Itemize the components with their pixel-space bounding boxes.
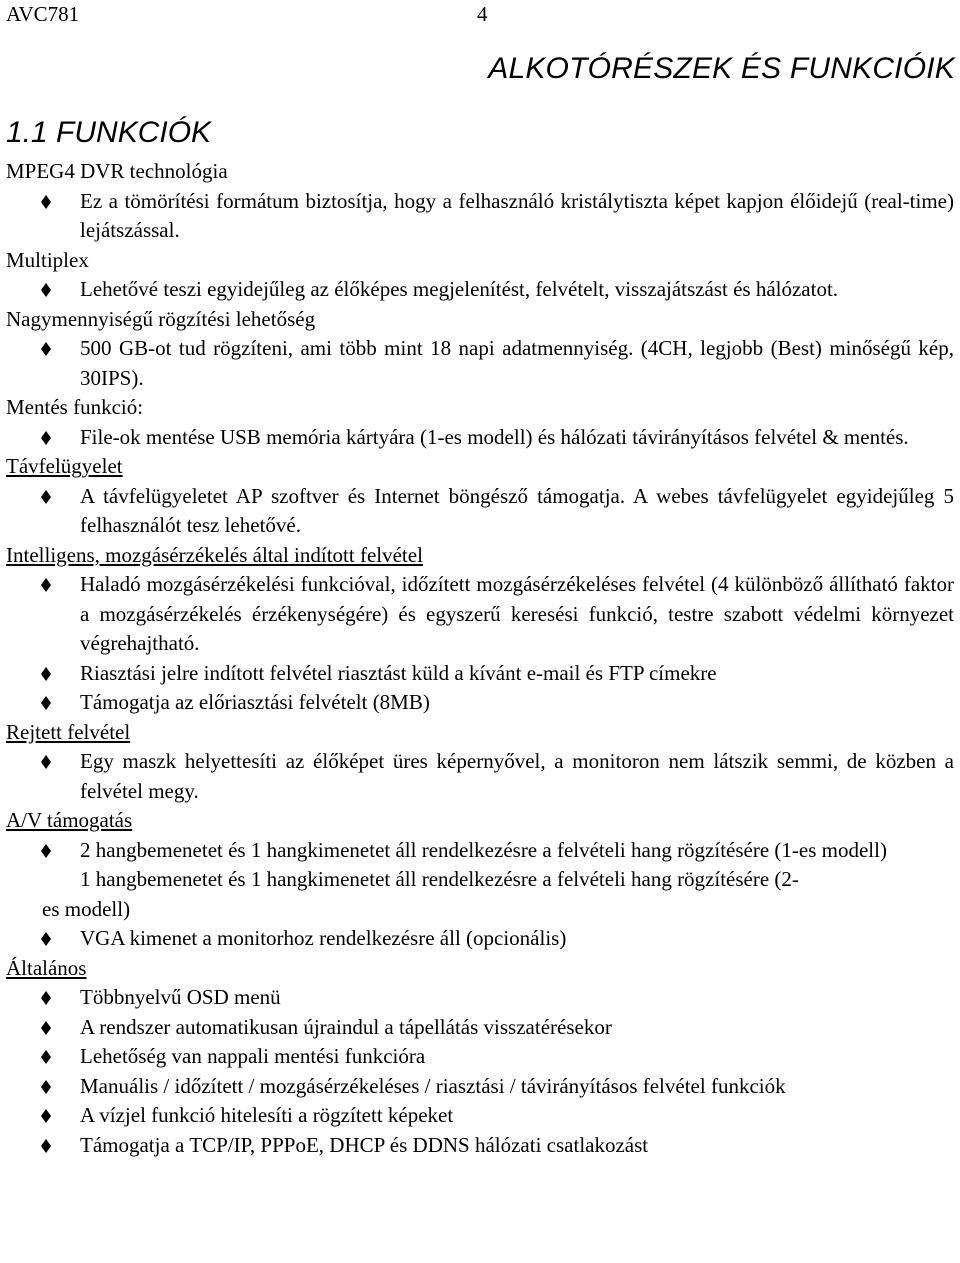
feature-item-text: Riasztási jelre indított felvétel riasztást küld a kívánt e-mail és FTP címekre: [80, 660, 717, 685]
feature-section: [6, 718, 954, 807]
feature-item: [6, 187, 954, 246]
feature-item-text: Lehetővé teszi egyidejűleg az élőképes megjelenítést, felvételt, visszajátszást és hálózatot.: [80, 277, 839, 301]
feature-item: [6, 1013, 954, 1043]
feature-item: [6, 836, 954, 866]
page-number: 4: [477, 2, 488, 26]
feature-item: [6, 983, 954, 1013]
feature-section: [6, 393, 954, 452]
feature-item: [6, 924, 954, 954]
feature-item-text: File-ok mentése USB memória kártyára (1-es modell) és hálózati távirányításos felvétel & mentés.: [80, 424, 909, 449]
feature-heading: Általános: [6, 955, 87, 980]
feature-section: [6, 806, 954, 954]
feature-item: [6, 482, 954, 541]
feature-item: [6, 275, 954, 305]
feature-item: [6, 334, 954, 393]
feature-section: [6, 157, 954, 246]
diamond-bullet-icon: [41, 578, 51, 592]
diamond-bullet-icon: [41, 283, 51, 297]
feature-item-text: Támogatja az előriasztási felvételt (8MB): [80, 690, 430, 714]
chapter-title: ALKOTÓRÉSZEK ÉS FUNKCIÓIK: [488, 52, 955, 85]
feature-heading: Mentés funkció:: [6, 395, 144, 419]
feature-section: [6, 954, 954, 1161]
feature-item-text: A rendszer automatikusan újraindul a tápellátás visszatérésekor: [80, 1014, 612, 1039]
diamond-bullet-icon: [41, 431, 51, 445]
feature-heading: A/V támogatás: [6, 808, 133, 832]
diamond-bullet-icon: [41, 844, 51, 858]
diamond-bullet-icon: [41, 1080, 51, 1094]
diamond-bullet-icon: [41, 1050, 51, 1064]
feature-heading: Intelligens, mozgásérzékelés által indított felvétel: [6, 542, 423, 567]
feature-item-text: Manuális / időzített / mozgásérzékeléses / riasztási / távirányításos felvétel funkciók: [80, 1073, 786, 1098]
feature-item: [6, 1101, 954, 1131]
feature-item-text: Többnyelvű OSD menü: [80, 985, 281, 1009]
section-title: 1.1 FUNKCIÓK: [6, 116, 212, 149]
diamond-bullet-icon: [41, 195, 51, 209]
feature-item-text: 2 hangbemenetet és 1 hangkimenetet áll rendelkezésre a felvételi hang rögzítésére (1-es modell): [80, 837, 887, 862]
feature-item-text: Lehetőség van nappali mentési funkcióra: [80, 1044, 426, 1068]
page-header: [6, 0, 960, 34]
feature-heading: Nagymennyiségű rögzítési lehetőség: [6, 306, 316, 331]
diamond-bullet-icon: [41, 991, 51, 1005]
feature-item-text: A vízjel funkció hitelesíti a rögzített képeket: [80, 1103, 454, 1127]
features-list: [6, 157, 954, 1160]
feature-item-text: VGA kimenet a monitorhoz rendelkezésre áll (opcionális): [80, 926, 567, 950]
feature-section: [6, 305, 954, 394]
feature-heading: MPEG4 DVR technológia: [6, 159, 228, 183]
diamond-bullet-icon: [41, 1021, 51, 1035]
diamond-bullet-icon: [41, 1139, 51, 1153]
feature-section: [6, 246, 954, 305]
feature-item-text: A távfelügyeletet AP szoftver és Internet böngésző támogatja. A webes távfelügyelet egyidejűleg 5 felhasználót tesz lehetővé.: [80, 483, 954, 537]
feature-heading: Távfelügyelet: [6, 454, 123, 478]
diamond-bullet-icon: [41, 932, 51, 946]
feature-item: [6, 659, 954, 689]
diamond-bullet-icon: [41, 342, 51, 356]
feature-item: [6, 1072, 954, 1102]
feature-item-text: Haladó mozgásérzékelési funkcióval, időzített mozgásérzékeléses felvétel (4 különböző állítható faktor a mozgásérzékelés érzékenységére) és egyszerű keresési funkció, testre szabott védelmi környezet végrehajtható.: [80, 572, 954, 655]
feature-item: [6, 423, 954, 453]
feature-item-text: Egy maszk helyettesíti az élőképet üres képernyővel, a monitoron nem látszik semmi, de közben a felvétel megy.: [80, 749, 954, 803]
feature-item-text: Támogatja a TCP/IP, PPPoE, DHCP és DDNS hálózati csatlakozást: [80, 1132, 649, 1157]
diamond-bullet-icon: [41, 490, 51, 504]
diamond-bullet-icon: [41, 667, 51, 681]
diamond-bullet-icon: [41, 1109, 51, 1123]
diamond-bullet-icon: [41, 696, 51, 710]
feature-item: [6, 1131, 954, 1161]
feature-item-continuation: es modell): [42, 896, 131, 921]
document-id: AVC781: [6, 2, 80, 26]
feature-item: [6, 747, 954, 806]
feature-section: [6, 541, 954, 718]
feature-item: [6, 1042, 954, 1072]
feature-item-text: 500 GB-ot tud rögzíteni, ami több mint 18 napi adatmennyiség. (4CH, legjobb (Best) minőségű kép, 30IPS).: [80, 336, 954, 390]
feature-item-continuation: 1 hangbemenetet és 1 hangkimenetet áll rendelkezésre a felvételi hang rögzítésére (2-: [80, 867, 799, 891]
feature-item: [6, 570, 954, 659]
feature-heading: Multiplex: [6, 247, 89, 272]
feature-section: [6, 452, 954, 541]
feature-item: [6, 688, 954, 718]
feature-item-text: Ez a tömörítési formátum biztosítja, hogy a felhasználó kristálytiszta képet kapjon élőidejű (real-time) lejátszással.: [80, 188, 954, 242]
diamond-bullet-icon: [41, 755, 51, 769]
feature-heading: Rejtett felvétel: [6, 719, 131, 744]
